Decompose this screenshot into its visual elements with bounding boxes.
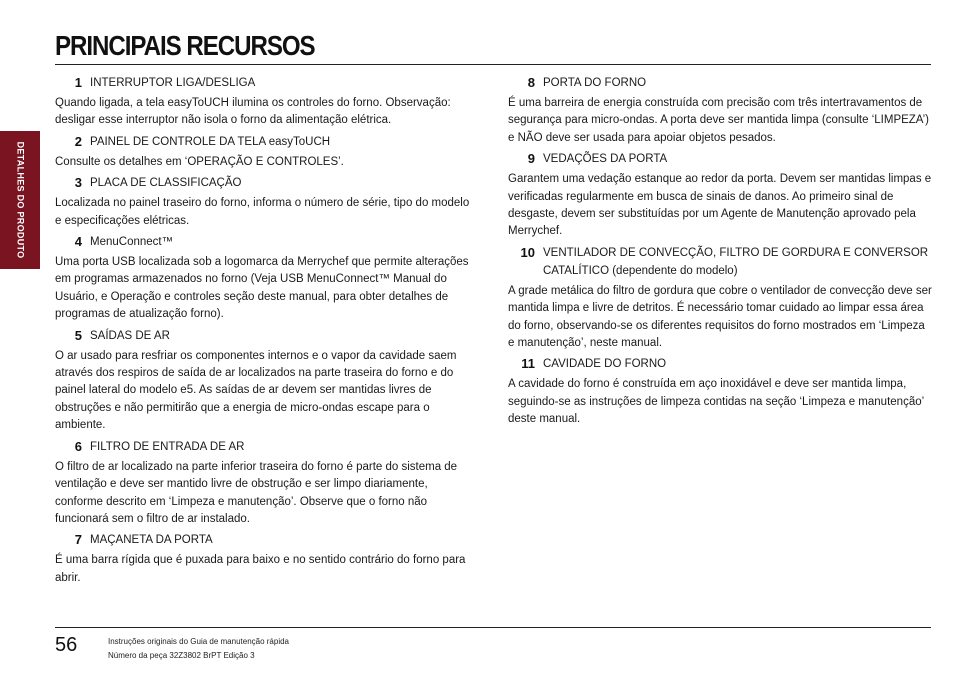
feature-title: PORTA DO FORNO (543, 77, 647, 89)
footer-line-1: Instruções originais do Guia de manutenção rápida (108, 637, 289, 646)
feature-number: 10 (520, 244, 535, 260)
side-tab-label: DETALHES DO PRODUTO (15, 141, 26, 259)
footer-line-2: Número da peça 32Z3802 BrPT Edição 3 (108, 651, 255, 660)
footer-notes (108, 635, 289, 663)
feature-description: Garantem uma vedação estanque ao redor da porta. Devem ser mantidas limpas e verificadas regularmente em busca de sinais de danos. Ao primeiro sinal de desgaste, devem ser substituídas por um Agente de Manutenção aprovado pela Merrychef. (508, 173, 932, 238)
feature-heading (55, 74, 475, 92)
feature-item-6 (55, 438, 475, 529)
feature-heading (55, 174, 475, 192)
feature-number: 2 (74, 133, 82, 149)
feature-item-3 (55, 174, 475, 230)
feature-description: É uma barreira de energia construída com precisão com três intertravamentos de segurança para micro-ondas. A porta deve ser mantida limpa (consulte ‘LIMPEZA’) e NÃO deve ser usada para apoiar objetos pesados. (508, 97, 930, 144)
feature-title: SAÍDAS DE AR (90, 329, 170, 342)
feature-item-1 (55, 74, 475, 130)
feature-title: PLACA DE CLASSIFICAÇÃO (90, 177, 242, 190)
feature-title: VENTILADOR DE CONVECÇÃO, FILTRO DE GORDURA E CONVERSOR CATALÍTICO (dependente do modelo) (543, 246, 929, 277)
feature-item-7 (55, 531, 475, 587)
feature-heading (55, 233, 475, 251)
feature-item-9 (508, 150, 933, 241)
feature-heading (55, 531, 475, 549)
feature-title: INTERRUPTOR LIGA/DESLIGA (90, 77, 256, 89)
feature-heading (508, 355, 933, 373)
feature-description: O filtro de ar localizado na parte inferior traseira do forno é parte do sistema de ventilação e deve ser mantido livre de obstrução e ser limpo diariamente, conforme descrito em ‘Limpeza e manutenção’. Observe que o forno não funcionará sem o filtro de ar instalado. (55, 460, 458, 525)
feature-description: É uma barra rígida que é puxada para baixo e no sentido contrário do forno para abrir. (55, 554, 466, 584)
feature-heading (508, 150, 933, 168)
left-column (55, 74, 475, 590)
feature-title: FILTRO DE ENTRADA DE AR (90, 440, 245, 453)
feature-item-10 (508, 244, 933, 353)
page-title: PRINCIPAIS RECURSOS (55, 30, 315, 61)
feature-title: MenuConnect™ (90, 236, 174, 249)
feature-description: Consulte os detalhes em ‘OPERAÇÃO E CONTROLES’. (55, 155, 344, 168)
feature-item-2 (55, 133, 475, 171)
right-column (508, 74, 933, 432)
feature-description: Uma porta USB localizada sob a logomarca da Merrychef que permite alterações em programas armazenados no forno (Veja USB MenuConnect™ Manual do Usuário, e Operação e controles seção deste manual, para obter detalhes de programas de atualização forno). (55, 256, 469, 321)
feature-heading (508, 74, 933, 92)
feature-description: Quando ligada, a tela easyToUCH ilumina os controles do forno. Observação: desligar esse interruptor não isola o forno da alimentação elétrica. (55, 97, 451, 127)
feature-description: Localizada no painel traseiro do forno, informa o número de série, tipo do modelo e especificações elétricas. (55, 197, 470, 227)
feature-number: 5 (74, 327, 82, 343)
page-number: 56 (55, 634, 78, 656)
feature-item-8 (508, 74, 933, 147)
feature-heading (55, 438, 475, 456)
feature-item-5 (55, 327, 475, 435)
side-section-tab (0, 131, 40, 269)
feature-number: 9 (527, 151, 535, 167)
feature-description: A cavidade do forno é construída em aço inoxidável e deve ser mantida limpa, seguindo-se as instruções de limpeza contidas na seção ‘Limpeza e manutenção’ deste manual. (508, 378, 924, 426)
feature-number: 4 (74, 234, 82, 250)
footer-divider (55, 627, 931, 628)
feature-heading (508, 244, 933, 280)
feature-number: 11 (521, 356, 535, 372)
feature-description: O ar usado para resfriar os componentes internos e o vapor da cavidade saem através dos respiros de saída de ar localizados na parte traseira do forno e do painel lateral do modelo e5. As saídas de ar devem ser mantidas livres de obstruções e não permitirão que a energia de micro-ondas escape para o ambiente. (55, 349, 457, 432)
feature-number: 6 (74, 438, 82, 454)
feature-title: CAVIDADE DO FORNO (543, 358, 667, 371)
feature-title: MAÇANETA DA PORTA (90, 534, 213, 547)
feature-heading (55, 327, 475, 345)
title-divider (55, 64, 931, 65)
feature-number: 7 (74, 532, 82, 548)
feature-title: VEDAÇÕES DA PORTA (543, 153, 668, 166)
feature-item-4 (55, 233, 475, 324)
feature-number: 3 (74, 175, 82, 191)
feature-heading (55, 133, 475, 151)
feature-item-11 (508, 355, 933, 428)
feature-number: 1 (74, 75, 82, 90)
feature-number: 8 (527, 75, 535, 90)
feature-title: PAINEL DE CONTROLE DA TELA easyToUCH (90, 135, 331, 148)
feature-description: A grade metálica do filtro de gordura que cobre o ventilador de convecção deve ser mantida limpa e livre de detritos. É necessário tomar cuidado ao limpar essa área do forno, observando-se os diferentes requisitos do forno mostrados em ‘Limpeza e manutenção’, neste manual. (508, 284, 932, 350)
